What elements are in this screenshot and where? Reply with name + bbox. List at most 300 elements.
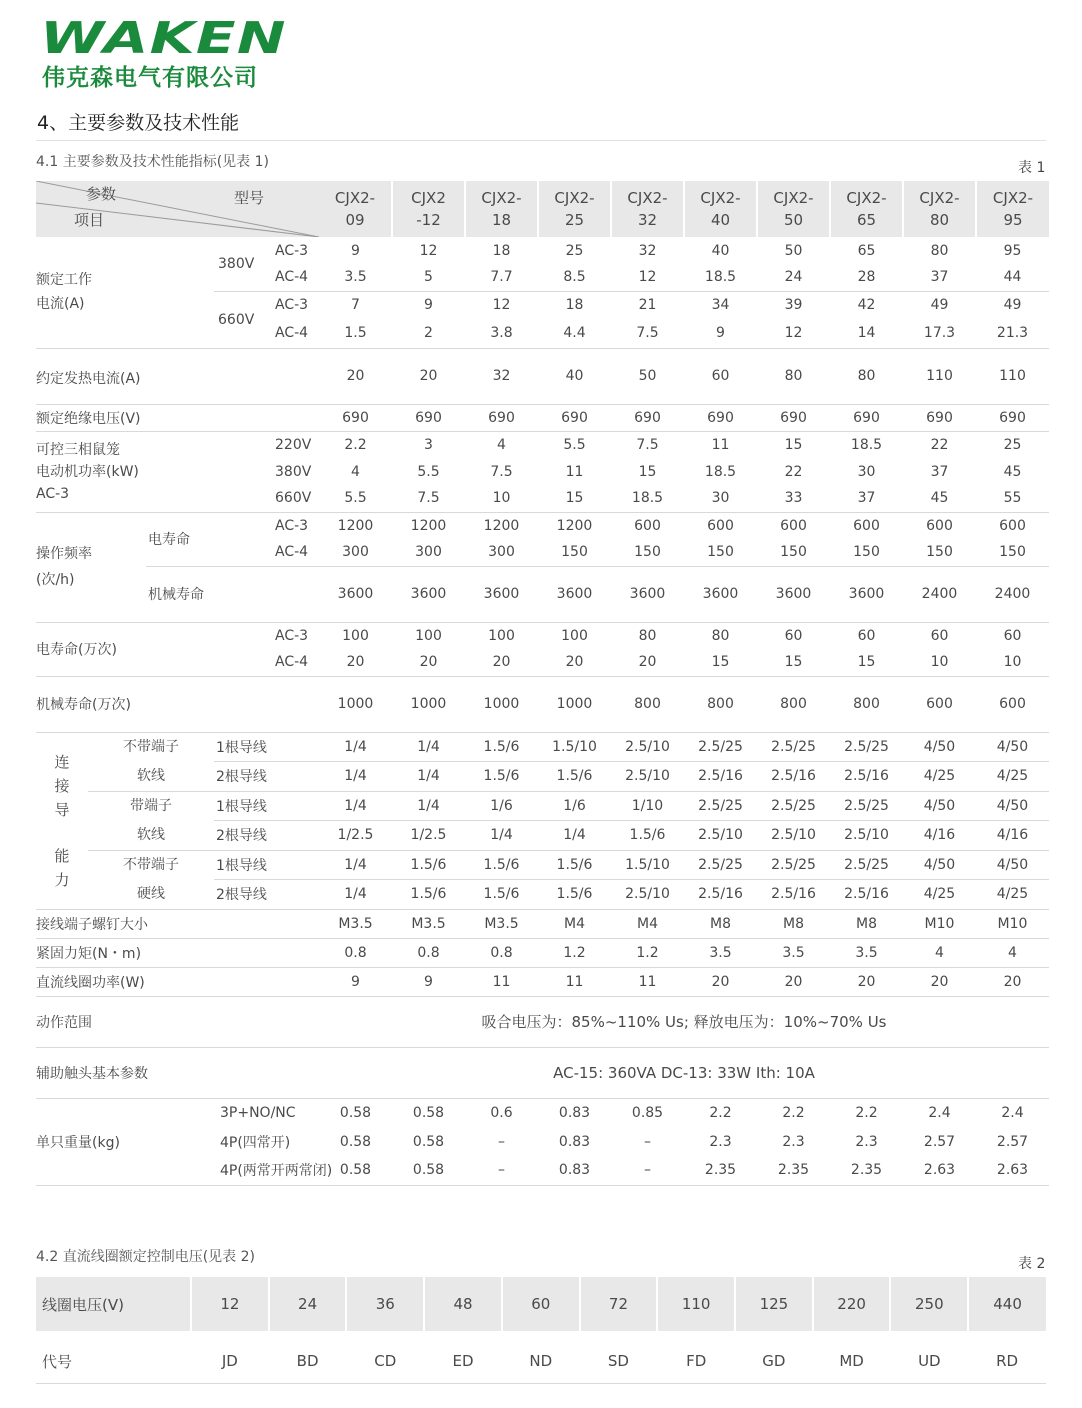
value-cell: 2 bbox=[392, 318, 465, 348]
code-row bbox=[36, 1339, 1046, 1384]
aux-contact-text: AC-15: 360VA DC-13: 33W Ith: 10A bbox=[319, 1047, 1049, 1098]
value-cell: 2.5/10 bbox=[611, 762, 684, 792]
value-cell: 3600 bbox=[538, 566, 611, 622]
wire-count-label: 1根导线 bbox=[214, 791, 319, 821]
value-cell: 2400 bbox=[976, 566, 1049, 622]
value-cell: 150 bbox=[538, 539, 611, 566]
value-cell: 7.5 bbox=[392, 485, 465, 512]
header-param-label: 参数 bbox=[86, 185, 117, 203]
value-cell: 2.5/25 bbox=[830, 850, 903, 880]
value-cell: 24 bbox=[757, 264, 830, 291]
value-cell: 2.5/25 bbox=[684, 791, 757, 821]
value-cell: 3600 bbox=[684, 566, 757, 622]
thermal-current-label: 约定发热电流(A) bbox=[36, 348, 319, 404]
wire-group-label: 不带端子 软线 bbox=[88, 732, 214, 791]
value-cell: 49 bbox=[1003, 296, 1022, 313]
value-cell: 3.8 bbox=[465, 318, 538, 348]
value-cell: 44 bbox=[976, 264, 1049, 291]
value-cell: 9 bbox=[392, 967, 465, 996]
model-header-cell: CJX2- 40 bbox=[684, 181, 757, 237]
value-cell: 1000 bbox=[392, 676, 465, 732]
value-cell: 1.5/10 bbox=[611, 850, 684, 880]
value-cell: 1.5 bbox=[319, 318, 392, 348]
value-cell: 2.57 bbox=[996, 1133, 1029, 1150]
weight-label: 单只重量(kg) bbox=[36, 1098, 214, 1185]
value-cell: 21 bbox=[638, 296, 657, 313]
connection-label bbox=[36, 732, 88, 909]
value-cell: 690 bbox=[392, 404, 465, 431]
connection-label-bottom: 能力 bbox=[54, 846, 70, 889]
value-cell: 80 bbox=[711, 627, 730, 644]
value-cell: 2.2 bbox=[782, 1104, 805, 1121]
value-cell: 15 bbox=[638, 463, 657, 480]
value-cell: 7.7 bbox=[465, 264, 538, 291]
value-cell: 0.8 bbox=[392, 938, 465, 967]
value-cell: 100 bbox=[415, 627, 442, 644]
value-cell: 1/4 bbox=[319, 791, 392, 821]
value-cell: 1/4 bbox=[319, 880, 392, 910]
category-label: AC-3 bbox=[275, 517, 309, 534]
value-cell: 3.5 bbox=[684, 938, 757, 967]
code-cell: SD bbox=[580, 1339, 658, 1384]
value-cell: 2.35 bbox=[757, 1156, 830, 1185]
value-cell: 4/50 bbox=[903, 791, 976, 821]
value-cell: 300 bbox=[465, 539, 538, 566]
value-cell: 1.5/6 bbox=[538, 762, 611, 792]
value-cell: 690 bbox=[319, 404, 392, 431]
value-cell: 2.4 bbox=[928, 1104, 951, 1121]
value-cell: 1.5/6 bbox=[538, 850, 611, 880]
value-cell: M8 bbox=[757, 909, 830, 938]
model-header-cell: CJX2- 32 bbox=[611, 181, 684, 237]
value-cell: 5.5 bbox=[417, 463, 440, 480]
value-cell: 600 bbox=[926, 517, 953, 534]
coil-voltage-row bbox=[36, 1277, 1046, 1331]
table-row bbox=[36, 676, 1049, 732]
value-cell: 1.5/10 bbox=[538, 732, 611, 762]
value-cell: 33 bbox=[757, 485, 830, 512]
code-cell: FD bbox=[657, 1339, 735, 1384]
model-header-cell: CJX2- 18 bbox=[465, 181, 538, 237]
value-cell: 1/6 bbox=[465, 791, 538, 821]
wire-count-label: 1根导线 bbox=[214, 850, 319, 880]
value-cell: 0.8 bbox=[465, 938, 538, 967]
value-cell: 4/16 bbox=[903, 821, 976, 851]
value-cell: 2.63 bbox=[976, 1156, 1049, 1185]
electrical-life-label: 电寿命(万次) bbox=[36, 622, 269, 676]
value-cell: 100 bbox=[342, 627, 369, 644]
wire-group-label: 带端子 软线 bbox=[88, 791, 214, 850]
table2-gap bbox=[36, 1331, 1046, 1339]
value-cell: 37 bbox=[903, 264, 976, 291]
value-cell: 1000 bbox=[465, 676, 538, 732]
value-cell: 5.5 bbox=[563, 436, 586, 453]
coil-voltage-cell: 12 bbox=[191, 1277, 269, 1331]
value-cell: M10 bbox=[976, 909, 1049, 938]
value-cell: 15 bbox=[684, 649, 757, 676]
value-cell: 3600 bbox=[757, 566, 830, 622]
category-label: AC-4 bbox=[269, 649, 319, 676]
value-cell: 2.2 bbox=[709, 1104, 732, 1121]
value-cell: – bbox=[644, 1133, 651, 1150]
coil-voltage-cell: 24 bbox=[269, 1277, 347, 1331]
table-row bbox=[36, 1098, 1049, 1127]
code-label: 代号 bbox=[36, 1339, 191, 1384]
company-name: 伟克森电气有限公司 bbox=[42, 65, 258, 91]
value-cell: 0.83 bbox=[558, 1133, 591, 1150]
value-cell: 1.5/6 bbox=[465, 762, 538, 792]
code-cell: UD bbox=[890, 1339, 968, 1384]
value-cell: 20 bbox=[392, 348, 465, 404]
value-cell: 4/25 bbox=[976, 880, 1049, 910]
value-cell: 1/2.5 bbox=[392, 821, 465, 851]
value-cell: 0.58 bbox=[339, 1104, 372, 1121]
value-cell: 1.5/6 bbox=[611, 821, 684, 851]
value-cell: 1/4 bbox=[392, 791, 465, 821]
value-cell: 32 bbox=[638, 242, 657, 259]
value-cell: 20 bbox=[319, 348, 392, 404]
table-row bbox=[36, 512, 1049, 539]
value-cell: 0.85 bbox=[631, 1104, 664, 1121]
value-cell: 600 bbox=[903, 676, 976, 732]
value-cell: 15 bbox=[538, 485, 611, 512]
table-row bbox=[36, 566, 1049, 622]
value-cell: 4/50 bbox=[976, 791, 1049, 821]
value-cell: 3.5 bbox=[830, 938, 903, 967]
value-cell: 1200 bbox=[410, 517, 447, 534]
value-cell: 4/16 bbox=[976, 821, 1049, 851]
value-cell: M3.5 bbox=[319, 909, 392, 938]
wire-count-label: 1根导线 bbox=[214, 732, 319, 762]
value-cell: 2.4 bbox=[1001, 1104, 1024, 1121]
value-cell: M3.5 bbox=[392, 909, 465, 938]
value-cell: 2.5/16 bbox=[757, 880, 830, 910]
value-cell: 300 bbox=[392, 539, 465, 566]
table-row bbox=[36, 404, 1049, 431]
table-row bbox=[36, 622, 1049, 649]
value-cell: 10 bbox=[976, 649, 1049, 676]
value-cell: 600 bbox=[707, 517, 734, 534]
coil-voltage-cell: 36 bbox=[346, 1277, 424, 1331]
value-cell: 11 bbox=[565, 463, 584, 480]
value-cell: M4 bbox=[538, 909, 611, 938]
value-cell: 9 bbox=[684, 318, 757, 348]
value-cell: 5.5 bbox=[319, 485, 392, 512]
table2-number: 表 2 bbox=[1018, 1256, 1046, 1272]
value-cell: 100 bbox=[488, 627, 515, 644]
value-cell: 1/4 bbox=[392, 762, 465, 792]
value-cell: 11 bbox=[611, 967, 684, 996]
value-cell: 20 bbox=[319, 649, 392, 676]
value-cell: 2.35 bbox=[684, 1156, 757, 1185]
coil-power-label: 直流线圈功率(W) bbox=[36, 967, 319, 996]
value-cell: 690 bbox=[757, 404, 830, 431]
value-cell: 2.5/16 bbox=[830, 880, 903, 910]
coil-voltage-cell: 440 bbox=[968, 1277, 1046, 1331]
value-cell: 20 bbox=[611, 649, 684, 676]
table-row bbox=[36, 791, 1049, 821]
code-cell: ED bbox=[424, 1339, 502, 1384]
value-cell: 2.5/10 bbox=[757, 821, 830, 851]
value-cell: 1/4 bbox=[392, 732, 465, 762]
value-cell: 12 bbox=[611, 264, 684, 291]
value-cell: 690 bbox=[611, 404, 684, 431]
aux-contact-label: 辅助触头基本参数 bbox=[36, 1047, 319, 1098]
value-cell: 600 bbox=[999, 517, 1026, 534]
value-cell: 2.5/16 bbox=[684, 880, 757, 910]
op-frequency-label: 操作频率 (次/h) bbox=[36, 512, 146, 622]
value-cell: 5 bbox=[392, 264, 465, 291]
value-cell: 60 bbox=[857, 627, 876, 644]
value-cell: 600 bbox=[976, 676, 1049, 732]
value-cell: 60 bbox=[1003, 627, 1022, 644]
value-cell: 34 bbox=[711, 296, 730, 313]
value-cell: 2.5/10 bbox=[611, 880, 684, 910]
mechanical-life-label: 机械寿命(万次) bbox=[36, 676, 319, 732]
value-cell: 4 bbox=[497, 436, 506, 453]
value-cell: 690 bbox=[830, 404, 903, 431]
value-cell: 1/4 bbox=[538, 821, 611, 851]
value-cell: 0.6 bbox=[490, 1104, 513, 1121]
value-cell: 2.3 bbox=[709, 1133, 732, 1150]
header-item-label: 项目 bbox=[74, 211, 105, 229]
value-cell: 28 bbox=[830, 264, 903, 291]
value-cell: 20 bbox=[903, 967, 976, 996]
coil-voltage-cell: 48 bbox=[424, 1277, 502, 1331]
value-cell: 150 bbox=[611, 539, 684, 566]
mechanical-label: 机械寿命 bbox=[146, 566, 319, 622]
value-cell: 18.5 bbox=[850, 436, 883, 453]
value-cell: 20 bbox=[392, 649, 465, 676]
value-cell: 2.5/25 bbox=[757, 850, 830, 880]
value-cell: 60 bbox=[930, 627, 949, 644]
action-range-label: 动作范围 bbox=[36, 996, 319, 1047]
model-header-cell: CJX2- 25 bbox=[538, 181, 611, 237]
voltage-label: 220V bbox=[275, 436, 312, 453]
value-cell: 39 bbox=[784, 296, 803, 313]
header-diagonal-cell bbox=[36, 181, 319, 237]
voltage-label: 660V bbox=[269, 485, 319, 512]
value-cell: 1.5/6 bbox=[465, 850, 538, 880]
weight-config-label: 4P(四常开) bbox=[220, 1134, 291, 1151]
category-label: AC-3 bbox=[275, 627, 309, 644]
value-cell: 0.58 bbox=[339, 1133, 372, 1150]
value-cell: 4/50 bbox=[903, 732, 976, 762]
value-cell: 800 bbox=[757, 676, 830, 732]
value-cell: 2400 bbox=[903, 566, 976, 622]
connection-label-top: 连接导 bbox=[54, 752, 70, 819]
value-cell: 3600 bbox=[611, 566, 684, 622]
value-cell: 11 bbox=[465, 967, 538, 996]
value-cell: M8 bbox=[684, 909, 757, 938]
value-cell: 3.5 bbox=[757, 938, 830, 967]
value-cell: 1/6 bbox=[538, 791, 611, 821]
value-cell: 2.3 bbox=[782, 1133, 805, 1150]
value-cell: 600 bbox=[634, 517, 661, 534]
value-cell: 9 bbox=[319, 967, 392, 996]
value-cell: M4 bbox=[611, 909, 684, 938]
section-title: 4、主要参数及技术性能 bbox=[37, 112, 240, 134]
code-cell: CD bbox=[346, 1339, 424, 1384]
value-cell: 2.63 bbox=[903, 1156, 976, 1185]
value-cell: 1000 bbox=[319, 676, 392, 732]
value-cell: 11 bbox=[711, 436, 730, 453]
code-cell: BD bbox=[269, 1339, 347, 1384]
value-cell: 37 bbox=[830, 485, 903, 512]
value-cell: 18 bbox=[565, 296, 584, 313]
value-cell: 95 bbox=[1003, 242, 1022, 259]
value-cell: 690 bbox=[903, 404, 976, 431]
model-header-cell: CJX2- 50 bbox=[757, 181, 830, 237]
value-cell: 3600 bbox=[392, 566, 465, 622]
section-divider bbox=[36, 140, 1046, 141]
value-cell: 2.5/25 bbox=[830, 791, 903, 821]
model-header-cell: CJX2- 65 bbox=[830, 181, 903, 237]
value-cell: 3600 bbox=[465, 566, 538, 622]
value-cell: 50 bbox=[784, 242, 803, 259]
value-cell: 2.5/25 bbox=[757, 732, 830, 762]
value-cell: 4 bbox=[351, 463, 360, 480]
wire-count-label: 2根导线 bbox=[214, 880, 319, 910]
value-cell: 30 bbox=[857, 463, 876, 480]
value-cell: – bbox=[465, 1156, 538, 1185]
value-cell: 2.5/16 bbox=[757, 762, 830, 792]
value-cell: 1/4 bbox=[319, 732, 392, 762]
category-label: AC-4 bbox=[269, 318, 319, 348]
value-cell: 1.5/6 bbox=[465, 732, 538, 762]
value-cell: 80 bbox=[638, 627, 657, 644]
model-header-cell: CJX2 -12 bbox=[392, 181, 465, 237]
value-cell: 20 bbox=[976, 967, 1049, 996]
value-cell: 0.58 bbox=[392, 1156, 465, 1185]
value-cell: 1.5/6 bbox=[392, 880, 465, 910]
value-cell: 690 bbox=[976, 404, 1049, 431]
value-cell: 30 bbox=[684, 485, 757, 512]
value-cell: 21.3 bbox=[976, 318, 1049, 348]
value-cell: 40 bbox=[711, 242, 730, 259]
value-cell: 11 bbox=[538, 967, 611, 996]
wire-group-label: 不带端子 硬线 bbox=[88, 850, 214, 909]
value-cell: 9 bbox=[424, 296, 433, 313]
value-cell: 1.5/6 bbox=[392, 850, 465, 880]
value-cell: 0.58 bbox=[412, 1133, 445, 1150]
value-cell: 65 bbox=[857, 242, 876, 259]
header-model-label: 型号 bbox=[234, 189, 265, 207]
value-cell: 150 bbox=[903, 539, 976, 566]
value-cell: 32 bbox=[465, 348, 538, 404]
value-cell: 2.2 bbox=[344, 436, 367, 453]
value-cell: 2.5/25 bbox=[684, 732, 757, 762]
value-cell: 50 bbox=[611, 348, 684, 404]
value-cell: 7.5 bbox=[490, 463, 513, 480]
value-cell: 4/25 bbox=[903, 762, 976, 792]
value-cell: 15 bbox=[757, 649, 830, 676]
value-cell: 60 bbox=[784, 627, 803, 644]
category-label: AC-4 bbox=[269, 264, 319, 291]
value-cell: 2.5/10 bbox=[611, 732, 684, 762]
value-cell: 0.83 bbox=[538, 1156, 611, 1185]
value-cell: 1.5/6 bbox=[538, 880, 611, 910]
voltage-label: 380V bbox=[214, 237, 269, 291]
value-cell: 2.35 bbox=[830, 1156, 903, 1185]
value-cell: 2.2 bbox=[855, 1104, 878, 1121]
value-cell: 60 bbox=[684, 348, 757, 404]
value-cell: 800 bbox=[611, 676, 684, 732]
value-cell: 18.5 bbox=[704, 463, 737, 480]
value-cell: 1/4 bbox=[319, 850, 392, 880]
value-cell: M10 bbox=[903, 909, 976, 938]
value-cell: 800 bbox=[684, 676, 757, 732]
value-cell: 4 bbox=[976, 938, 1049, 967]
value-cell: 600 bbox=[780, 517, 807, 534]
value-cell: 42 bbox=[857, 296, 876, 313]
coil-voltage-cell: 125 bbox=[735, 1277, 813, 1331]
electrical-label: 电寿命 bbox=[146, 512, 269, 566]
table2-caption: 4.2 直流线圈额定控制电压(见表 2) bbox=[36, 1249, 255, 1265]
code-cell: RD bbox=[968, 1339, 1046, 1384]
value-cell: 4.4 bbox=[538, 318, 611, 348]
value-cell: 690 bbox=[684, 404, 757, 431]
value-cell: – bbox=[611, 1156, 684, 1185]
model-header-cell: CJX2- 80 bbox=[903, 181, 976, 237]
rated-current-label: 额定工作 电流(A) bbox=[36, 237, 214, 348]
value-cell: 25 bbox=[1003, 436, 1022, 453]
voltage-label: 380V bbox=[275, 463, 312, 480]
value-cell: 150 bbox=[976, 539, 1049, 566]
coil-voltage-cell: 110 bbox=[657, 1277, 735, 1331]
table-row bbox=[36, 967, 1049, 996]
value-cell: 2.57 bbox=[923, 1133, 956, 1150]
value-cell: – bbox=[498, 1133, 505, 1150]
value-cell: 150 bbox=[757, 539, 830, 566]
code-cell: MD bbox=[813, 1339, 891, 1384]
value-cell: 0.83 bbox=[558, 1104, 591, 1121]
motor-power-label: 可控三相鼠笼 电动机功率(kW) AC-3 bbox=[36, 431, 269, 512]
wire-count-label: 2根导线 bbox=[214, 821, 319, 851]
value-cell: 45 bbox=[903, 485, 976, 512]
value-cell: 7.5 bbox=[636, 436, 659, 453]
value-cell: 12 bbox=[757, 318, 830, 348]
action-range-text: 吸合电压为：85%~110% Us; 释放电压为：10%~70% Us bbox=[319, 996, 1049, 1047]
value-cell: M3.5 bbox=[465, 909, 538, 938]
value-cell: 18.5 bbox=[684, 264, 757, 291]
value-cell: 3.5 bbox=[319, 264, 392, 291]
value-cell: 110 bbox=[976, 348, 1049, 404]
value-cell: 110 bbox=[903, 348, 976, 404]
value-cell: 15 bbox=[830, 649, 903, 676]
value-cell: 80 bbox=[930, 242, 949, 259]
value-cell: 800 bbox=[830, 676, 903, 732]
value-cell: 80 bbox=[757, 348, 830, 404]
table-row bbox=[36, 996, 1049, 1047]
weight-config-label: 4P(两常开两常闭) bbox=[214, 1156, 319, 1185]
value-cell: 22 bbox=[930, 436, 949, 453]
value-cell: 2.5/25 bbox=[757, 791, 830, 821]
coil-voltage-label: 线圈电压(V) bbox=[36, 1277, 191, 1331]
category-label: AC-3 bbox=[275, 296, 309, 313]
value-cell: 4/50 bbox=[976, 732, 1049, 762]
value-cell: 1200 bbox=[556, 517, 593, 534]
value-cell: 1/4 bbox=[465, 821, 538, 851]
value-cell: 4/25 bbox=[976, 762, 1049, 792]
coil-voltage-cell: 250 bbox=[890, 1277, 968, 1331]
value-cell: 7.5 bbox=[611, 318, 684, 348]
value-cell: 1.5/6 bbox=[465, 880, 538, 910]
value-cell: 10 bbox=[903, 649, 976, 676]
table1-caption: 4.1 主要参数及技术性能指标(见表 1) bbox=[36, 154, 269, 170]
value-cell: 1.2 bbox=[611, 938, 684, 967]
value-cell: 0.58 bbox=[319, 1156, 392, 1185]
